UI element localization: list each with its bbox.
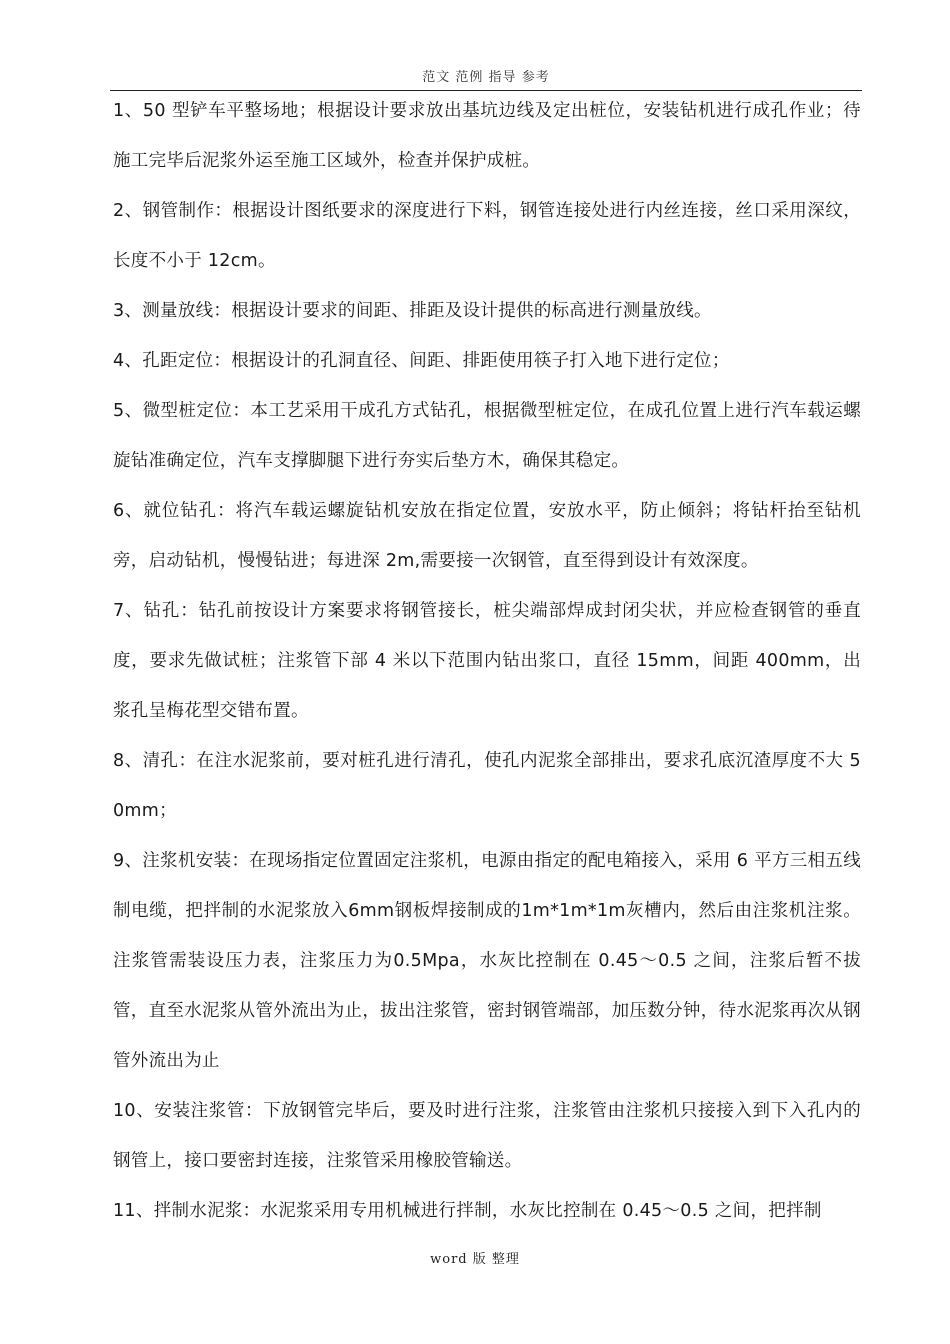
paragraph-7: 7、钻孔：钻孔前按设计方案要求将钢管接长，桩尖端部焊成封闭尖状，并应检查钢管的垂直度，要求先做试桩；注浆管下部 4 米以下范围内钻出浆口，直径 15mm，间距 400mm，出浆孔呈梅花型交错布置。	[113, 601, 861, 721]
paragraph-6: 6、就位钻孔：将汽车载运螺旋钻机安放在指定位置，安放水平，防止倾斜；将钻杆抬至钻机旁，启动钻机，慢慢钻进；每进深 2m,需要接一次钢管，直至得到设计有效深度。	[113, 501, 861, 571]
paragraph-2: 2、钢管制作：根据设计图纸要求的深度进行下料，钢管连接处进行内丝连接，丝口采用深纹，长度不小于 12cm。	[113, 201, 861, 271]
document-body	[113, 86, 861, 1236]
paragraph-5: 5、微型桩定位：本工艺采用干成孔方式钻孔，根据微型桩定位，在成孔位置上进行汽车载运螺旋钻准确定位，汽车支撑脚腿下进行夯实后垫方木，确保其稳定。	[113, 401, 861, 471]
paragraph-8: 8、清孔：在注水泥浆前，要对桩孔进行清孔，使孔内泥浆全部排出，要求孔底沉渣厚度不大 50mm；	[113, 751, 861, 821]
paragraph-11: 11、拌制水泥浆：水泥浆采用专用机械进行拌制，水灰比控制在 0.45～0.5 之间，把拌制	[113, 1201, 822, 1221]
paragraph-9: 9、注浆机安装：在现场指定位置固定注浆机，电源由指定的配电箱接入，采用 6 平方三相五线制电缆，把拌制的水泥浆放入6mm钢板焊接制成的1m*1m*1m灰槽内，然后由注浆机注浆。注浆管需装设压力表，注浆压力为0.5Mpa，水灰比控制在 0.45～0.5 之间，注浆后暂不拔管，直至水泥浆从管外流出为止，拔出注浆管，密封钢管端部，加压数分钟，待水泥浆再次从钢管外流出为止	[113, 851, 861, 1071]
paragraph-4: 4、孔距定位：根据设计的孔洞直径、间距、排距使用筷子打入地下进行定位；	[113, 351, 730, 371]
page-footer: word 版 整理	[430, 1252, 520, 1267]
paragraph-10: 10、安装注浆管：下放钢管完毕后，要及时进行注浆，注浆管由注浆机只接接入到下入孔内的钢管上，接口要密封连接，注浆管采用橡胶管输送。	[113, 1101, 861, 1171]
paragraph-1: 1、50 型铲车平整场地；根据设计要求放出基坑边线及定出桩位，安装钻机进行成孔作业；待施工完毕后泥浆外运至施工区域外，检查并保护成桩。	[113, 101, 861, 171]
page-header: 范文 范例 指导 参考	[110, 66, 862, 91]
paragraph-3: 3、测量放线：根据设计要求的间距、排距及设计提供的标高进行测量放线。	[113, 301, 712, 321]
